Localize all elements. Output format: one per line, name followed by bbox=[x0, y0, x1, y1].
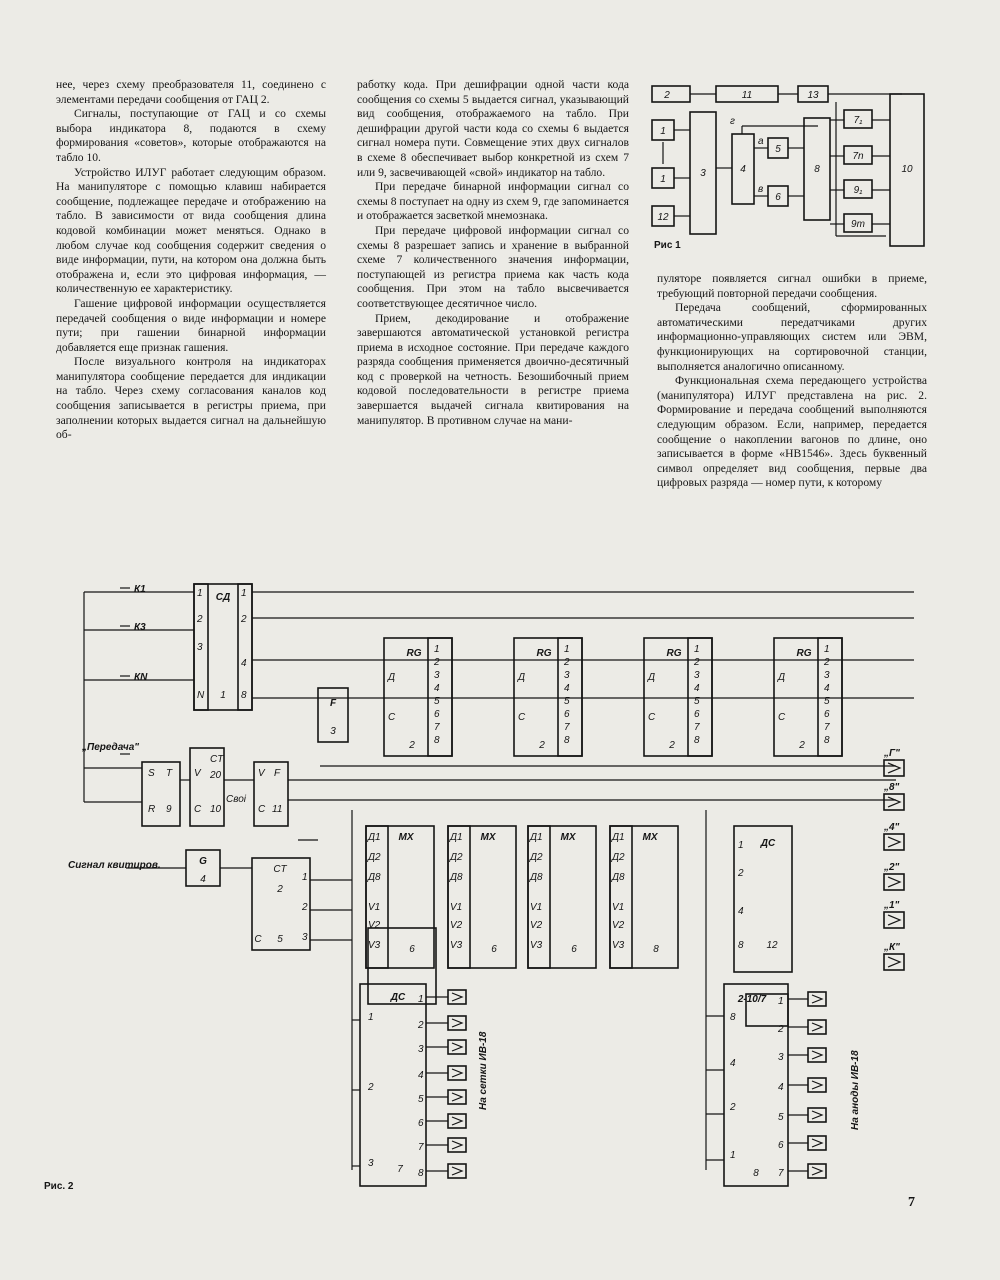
sd-input-label: 1 bbox=[197, 588, 203, 599]
block bbox=[688, 638, 712, 756]
mx-input-label: Д1 bbox=[612, 832, 625, 843]
paragraph: Сигналы, поступающие от ГАЦ и со схемы выбора индикатора 8, подаются в схему формирования «советов», которые отображаются на табло 10. bbox=[56, 107, 326, 164]
mx-input-label: V3 bbox=[368, 940, 381, 951]
st-label: T bbox=[166, 768, 173, 779]
mx-input-label: Д1 bbox=[530, 832, 543, 843]
rg-output-label: 5 bbox=[434, 696, 440, 707]
dc7-side-label: На сетки ИВ-18 bbox=[478, 1031, 489, 1110]
dc7-output-label: 4 bbox=[418, 1070, 424, 1081]
rg-title: RG bbox=[666, 648, 682, 659]
sd-output-label: 1 bbox=[241, 588, 247, 599]
paragraph: Функциональная схема передающего устройства (манипулятора) ИЛУГ представлена на рис. 2. Формирование и передача сообщений выполняются следующим образом. Если, например, передается сообщение о накоплении вагонов по длине, оно записывается в форме «НВ1546». Здесь буквенный символ определяет вид сообщения, первые два цифровых разряда — номер пути, к которому bbox=[657, 374, 927, 490]
mx-input-label: Д1 bbox=[450, 832, 463, 843]
rg-output-label: 5 bbox=[694, 696, 700, 707]
keys bbox=[120, 588, 130, 754]
dc7-output-label: 8 bbox=[418, 1168, 424, 1179]
mx-input-label: Д1 bbox=[368, 832, 381, 843]
mx-input-label: V1 bbox=[530, 902, 543, 913]
fig1-line-label: г bbox=[730, 116, 735, 127]
mx-input-label: V2 bbox=[530, 920, 543, 931]
ct2-output-label: 3 bbox=[302, 932, 308, 943]
rg-input-label: Д bbox=[388, 672, 396, 683]
anode-amplifier bbox=[788, 1078, 826, 1092]
dc8-output-label: 4 bbox=[778, 1082, 784, 1093]
dc12-number: 12 bbox=[766, 940, 778, 951]
anode-amplifier bbox=[788, 1136, 826, 1150]
dc7-output-label: 6 bbox=[418, 1118, 424, 1129]
mx-title: MX bbox=[560, 832, 576, 843]
ct2-label: C bbox=[254, 934, 262, 945]
rg-output-label: 6 bbox=[824, 709, 830, 720]
grid-amplifier bbox=[426, 1114, 466, 1128]
rg-output-label: 1 bbox=[564, 644, 570, 655]
f-number: 3 bbox=[330, 726, 336, 737]
output-amplifier bbox=[884, 874, 904, 890]
output-label: „К" bbox=[884, 942, 900, 953]
dc7-input-label: 1 bbox=[368, 1012, 374, 1023]
rg-output-label: 4 bbox=[434, 683, 440, 694]
mx-number: 6 bbox=[491, 944, 497, 955]
fig1-label: 2 bbox=[664, 90, 670, 101]
mx-input-label: Д8 bbox=[530, 872, 543, 883]
block bbox=[558, 638, 582, 756]
rg-input-label: Д bbox=[518, 672, 526, 683]
paragraph: Устройство ИЛУГ работает следующим образом. На манипуляторе с помощью клавиш набирается сообщение, подлежащее передаче и отображению на табло. В зависимости от вида сообщения длина кодовой комбинации может меняться. Однако в любом случае код сообщения содержит сведения о виде информации, пути, на котором она должна быть отображена и, если это цифровая информация, — количественную ее характеристику. bbox=[56, 165, 326, 296]
rg-output-label: 7 bbox=[434, 722, 440, 733]
rg-output-label: 3 bbox=[434, 670, 440, 681]
mx-number: 8 bbox=[653, 944, 659, 955]
mx-input-label: V3 bbox=[450, 940, 463, 951]
paragraph: При передаче цифровой информации сигнал со схемы 8 разрешает запись и хранение в выбранной схеме 7 количественного значения информации, поступающей из регистра приема как часть кода сообщения. При этом на табло высвечивается соответствующее десятичное число. bbox=[357, 223, 629, 310]
rg-output-label: 5 bbox=[824, 696, 830, 707]
ct-label: 20 bbox=[210, 770, 222, 781]
rg-input-label: С bbox=[388, 712, 396, 723]
rg-input-label: Д bbox=[778, 672, 786, 683]
dc7-input-label: 2 bbox=[368, 1082, 374, 1093]
ct2-label: CT bbox=[273, 864, 287, 875]
mx-input-label: Д8 bbox=[612, 872, 625, 883]
ct2-output-label: 1 bbox=[302, 872, 308, 883]
fig1-label: 11 bbox=[741, 90, 753, 101]
ct2-label: 5 bbox=[277, 934, 283, 945]
grid-amplifier bbox=[426, 1066, 466, 1080]
output-amplifier bbox=[884, 760, 904, 776]
rg-output-label: 8 bbox=[694, 735, 700, 746]
st-label: S bbox=[148, 768, 155, 779]
fig1-label: 8 bbox=[814, 164, 820, 175]
rg-output-label: 1 bbox=[824, 644, 830, 655]
dc7-output-label: 5 bbox=[418, 1094, 424, 1105]
ct-label: CT bbox=[210, 754, 224, 765]
fig1-line-label: а bbox=[758, 136, 764, 147]
dc8-output-label: 1 bbox=[778, 996, 784, 1007]
key-label: К1 bbox=[134, 584, 146, 595]
fig1-line-label: в bbox=[758, 184, 764, 195]
anode-amplifier bbox=[788, 1020, 826, 1034]
rg-output-label: 6 bbox=[434, 709, 440, 720]
rg-input-label: С bbox=[648, 712, 656, 723]
fig1-label: 3 bbox=[700, 168, 706, 179]
figure-1-caption: Рис 1 bbox=[654, 240, 681, 251]
rg-output-label: 4 bbox=[564, 683, 570, 694]
rg-output-label: 4 bbox=[824, 683, 830, 694]
fig1-label: 10 bbox=[901, 164, 913, 175]
paragraph: Гашение цифровой информации осуществляется передачей сообщения о виде информации и номере пути; при гашении бинарной информации добавляется еще признак гашения. bbox=[56, 296, 326, 354]
paragraph: После визуального контроля на индикаторах манипулятора сообщение передается для индикации на табло. Через схему согласования каналов код сообщения записывается в регистры приема, при заполнении которых выдается сигнал на дальнейшую об- bbox=[56, 355, 326, 442]
dc8-input-label: 4 bbox=[730, 1058, 736, 1069]
sd-input-label: 3 bbox=[197, 642, 203, 653]
sd-output-label: 2 bbox=[241, 614, 247, 625]
rg-output-label: 3 bbox=[824, 670, 830, 681]
rg-output-label: 5 bbox=[564, 696, 570, 707]
dc7-number: 7 bbox=[397, 1164, 403, 1175]
fig1-label: 4 bbox=[740, 164, 746, 175]
rg-output-label: 1 bbox=[694, 644, 700, 655]
output-amplifier bbox=[884, 912, 904, 928]
rg-output-label: 7 bbox=[694, 722, 700, 733]
st-label: 9 bbox=[166, 804, 172, 815]
rg-number: 2 bbox=[539, 740, 545, 751]
sd-title: СД bbox=[215, 592, 231, 603]
ct2-output-label: 2 bbox=[302, 902, 308, 913]
rg-output-label: 8 bbox=[564, 735, 570, 746]
mx-input-label: V3 bbox=[612, 940, 625, 951]
sd-input-label: 2 bbox=[197, 614, 203, 625]
output-label: „4" bbox=[884, 822, 900, 833]
anode-amplifier bbox=[788, 992, 826, 1006]
paragraph: При передаче бинарной информации сигнал со схемы 8 поступает на одну из схем 9, где запоминается и отображается засветкой мнемознака. bbox=[357, 180, 629, 223]
fig1-label: 1 bbox=[660, 126, 666, 137]
output-amplifier bbox=[884, 954, 904, 970]
ct-label: 10 bbox=[210, 804, 222, 815]
svoi-label: Своі bbox=[226, 794, 247, 805]
ct-label: V bbox=[194, 768, 201, 779]
fig1-label: 5 bbox=[775, 144, 781, 155]
rg-output-label: 1 bbox=[434, 644, 440, 655]
mx-input-label: Д8 bbox=[450, 872, 463, 883]
sd-input-label: N bbox=[197, 690, 205, 701]
fig1-label: 13 bbox=[807, 90, 819, 101]
text-column-2 bbox=[357, 78, 629, 428]
dc12-input-label: 1 bbox=[738, 840, 744, 851]
dc7-title: ДС bbox=[390, 992, 406, 1003]
dc7-output-label: 3 bbox=[418, 1044, 424, 1055]
dc7-output-label: 1 bbox=[418, 994, 424, 1005]
fig1-label: 6 bbox=[775, 192, 781, 203]
dc8-input-label: 8 bbox=[730, 1012, 736, 1023]
mx-input-label: Д2 bbox=[612, 852, 625, 863]
output-label: „8" bbox=[884, 782, 900, 793]
f-title: F bbox=[329, 698, 337, 709]
mx-input-label: V2 bbox=[368, 920, 381, 931]
anode-amplifier bbox=[788, 1164, 826, 1178]
rg-output-label: 7 bbox=[824, 722, 830, 733]
output-amplifier bbox=[884, 834, 904, 850]
rg-output-label: 8 bbox=[434, 735, 440, 746]
fig1-label: 12 bbox=[657, 212, 669, 223]
sd-output-label: 8 bbox=[241, 690, 247, 701]
vf-label: 11 bbox=[272, 804, 283, 815]
rg-output-label: 4 bbox=[694, 683, 700, 694]
g-label: G bbox=[199, 856, 207, 867]
page-number: 7 bbox=[908, 1195, 915, 1210]
grid-amplifier bbox=[426, 1040, 466, 1054]
mx-input-label: V3 bbox=[530, 940, 543, 951]
dc12-input-label: 8 bbox=[738, 940, 744, 951]
dc8-number: 8 bbox=[753, 1168, 759, 1179]
rg-output-label: 2 bbox=[694, 657, 700, 668]
mx-input-label: V2 bbox=[612, 920, 625, 931]
key-label: КN bbox=[134, 672, 148, 683]
paragraph: Передача сообщений, сформированных автоматическими передатчиками других информационно-управляющих систем или ЭВМ, функционирующих на сортировочной станции, выполняется аналогично описанному. bbox=[657, 301, 927, 373]
rg-title: RG bbox=[406, 648, 422, 659]
fig1-label: 1 bbox=[660, 174, 666, 185]
output-label: „2" bbox=[884, 862, 900, 873]
dc7-input-label: 3 bbox=[368, 1158, 374, 1169]
rg-number: 2 bbox=[669, 740, 675, 751]
text-column-1 bbox=[56, 78, 326, 443]
mx-input-label: V1 bbox=[450, 902, 463, 913]
dc12-input-label: 2 bbox=[738, 868, 744, 879]
rg-title: RG bbox=[796, 648, 812, 659]
mx-input-label: Д2 bbox=[368, 852, 381, 863]
anode-amplifier bbox=[788, 1108, 826, 1122]
paragraph: нее, через схему преобразователя 11, соединено с элементами передачи сообщения от ГАЦ 2. bbox=[56, 78, 326, 106]
dc8-input-label: 2 bbox=[730, 1102, 736, 1113]
rg-output-label: 3 bbox=[564, 670, 570, 681]
rg-number: 2 bbox=[409, 740, 415, 751]
output-label: „1" bbox=[884, 900, 900, 911]
vf-label: C bbox=[258, 804, 266, 815]
fig1-label: 7n bbox=[852, 151, 864, 162]
rg-output-label: 2 bbox=[434, 657, 440, 668]
diagram-labels bbox=[68, 584, 900, 1179]
mx-input-label: V1 bbox=[368, 902, 381, 913]
dc7-output-label: 7 bbox=[418, 1142, 424, 1153]
grid-amplifier bbox=[426, 1138, 466, 1152]
rg-input-label: С bbox=[778, 712, 786, 723]
paragraph: работку кода. При дешифрации одной части кода сообщения со схемы 5 выдается сигнал, указывающий вид сообщения, отображаемого на табло. При дешифрации другой части кода со схемы 6 выдается сигнал номера пути. Совмещение этих двух сигналов в схеме 8 обеспечивает выбор конкретной из схем 7 или 9, засвечивающей «свой» индикатор на табло. bbox=[357, 78, 629, 179]
mx-title: MX bbox=[642, 832, 658, 843]
figure-2-circuit-diagram bbox=[66, 570, 946, 1200]
rg-input-label: С bbox=[518, 712, 526, 723]
rg-output-label: 3 bbox=[694, 670, 700, 681]
sd-label: 1 bbox=[220, 690, 226, 701]
block bbox=[818, 638, 842, 756]
ct-label: C bbox=[194, 804, 202, 815]
amplifiers bbox=[426, 760, 904, 1178]
rg-output-label: 6 bbox=[694, 709, 700, 720]
rg-output-label: 2 bbox=[564, 657, 570, 668]
dc7-output-label: 2 bbox=[418, 1020, 424, 1031]
vf-label: V bbox=[258, 768, 265, 779]
grid-amplifier bbox=[426, 990, 466, 1004]
dc8-output-label: 5 bbox=[778, 1112, 784, 1123]
key-label: К3 bbox=[134, 622, 146, 633]
st-label: R bbox=[148, 804, 156, 815]
anode-amplifier bbox=[788, 1048, 826, 1062]
fig1-label: 9₁ bbox=[853, 185, 863, 196]
mx-input-label: Д8 bbox=[368, 872, 381, 883]
grid-amplifier bbox=[426, 1090, 466, 1104]
vf-label: F bbox=[274, 768, 281, 779]
rg-output-label: 2 bbox=[824, 657, 830, 668]
dc8-output-label: 2 bbox=[778, 1024, 784, 1035]
dc8-side-label: На аноды ИВ-18 bbox=[850, 1050, 861, 1130]
dc8-input-label: 1 bbox=[730, 1150, 736, 1161]
mx-input-label: V1 bbox=[612, 902, 625, 913]
dc8-output-label: 7 bbox=[778, 1168, 784, 1179]
rg-output-label: 8 bbox=[824, 735, 830, 746]
figure-1-block-diagram bbox=[646, 80, 942, 252]
fig1-label: 7₁ bbox=[853, 115, 863, 126]
g-label: 4 bbox=[200, 874, 206, 885]
transmit-label: „Передача" bbox=[82, 742, 140, 753]
rg-number: 2 bbox=[799, 740, 805, 751]
rg-title: RG bbox=[536, 648, 552, 659]
dc8-title: 2-10/7 bbox=[737, 994, 767, 1005]
grid-amplifier bbox=[426, 1016, 466, 1030]
output-amplifier bbox=[884, 794, 904, 810]
mx-input-label: Д2 bbox=[450, 852, 463, 863]
sd-output-label: 4 bbox=[241, 658, 247, 669]
ct2-label: 2 bbox=[277, 884, 283, 895]
rg-input-label: Д bbox=[648, 672, 656, 683]
dc8-output-label: 3 bbox=[778, 1052, 784, 1063]
rg-output-label: 7 bbox=[564, 722, 570, 733]
rg-output-label: 6 bbox=[564, 709, 570, 720]
text-column-3 bbox=[657, 272, 927, 491]
fig1-label: 9m bbox=[851, 219, 865, 230]
rg-blocks bbox=[384, 638, 842, 756]
mx-title: MX bbox=[398, 832, 414, 843]
mx-title: MX bbox=[480, 832, 496, 843]
output-label: „Г" bbox=[884, 748, 900, 759]
dc8-output-label: 6 bbox=[778, 1140, 784, 1151]
dc12-title: ДС bbox=[760, 838, 776, 849]
mx-number: 6 bbox=[409, 944, 415, 955]
grid-amplifier bbox=[426, 1164, 466, 1178]
mx-input-label: Д2 bbox=[530, 852, 543, 863]
mx-number: 6 bbox=[571, 944, 577, 955]
paragraph: Прием, декодирование и отображение завершаются автоматической установкой регистра приема в исходное состояние. При передаче каждого разряда сообщения применяется двоично-десятичный код с проверкой на четность. Безошибочный прием кодовой последовательности в регистре приема завершается выдачей сигнала квитирования на манипулятор. В противном случае на мани- bbox=[357, 311, 629, 427]
figure-2-caption: Рис. 2 bbox=[44, 1181, 74, 1192]
block bbox=[428, 638, 452, 756]
dc12-input-label: 4 bbox=[738, 906, 744, 917]
ack-signal-label: Сигнал квитиров. bbox=[68, 860, 161, 871]
mx-input-label: V2 bbox=[450, 920, 463, 931]
paragraph: пуляторе появляется сигнал ошибки в приеме, требующий повторной передачи сообщения. bbox=[657, 272, 927, 300]
